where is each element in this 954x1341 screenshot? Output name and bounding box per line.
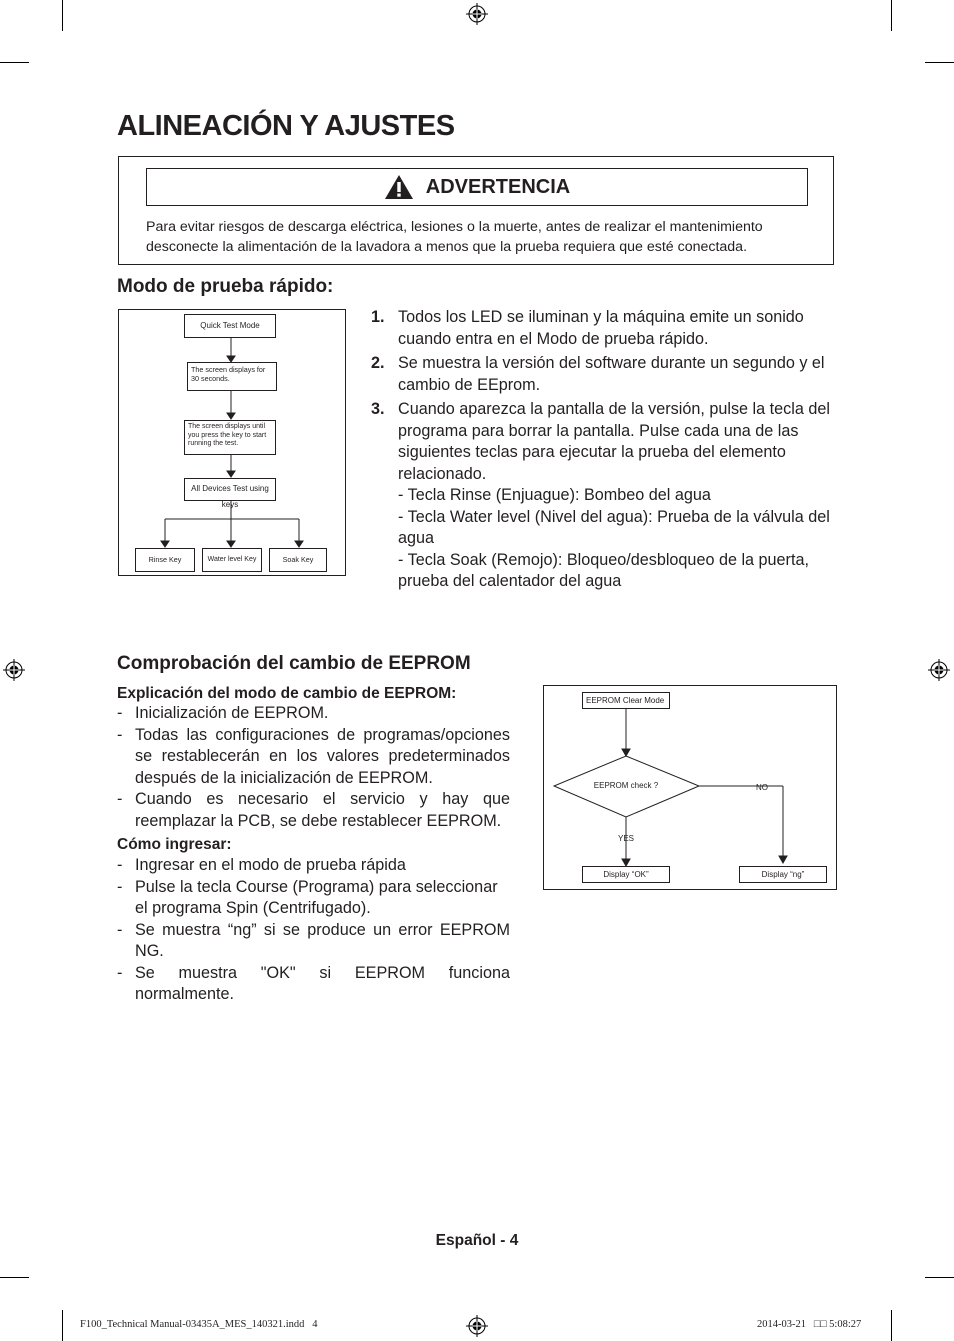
crop-mark xyxy=(62,0,63,31)
flow-decision-eeprom-check: EEPROM check ? xyxy=(593,781,659,790)
step-text: Cuando aparezca la pantalla de la versión, pulse la tecla del programa para borrar la pantalla. Pulse cada una de las siguientes teclas para ejecutar la prueba del elemento relacionado. xyxy=(398,400,830,483)
section-heading-eeprom: Comprobación del cambio de EEPROM xyxy=(117,653,471,674)
flow-box-quick-test-mode: Quick Test Mode xyxy=(184,314,276,338)
flow-box-screen-30s: The screen displays for 30 seconds. xyxy=(187,362,277,391)
crop-mark xyxy=(0,62,29,63)
warning-icon xyxy=(384,174,414,200)
file-slug: F100_Technical Manual-03435A_MES_140321.indd 4 xyxy=(80,1319,318,1330)
flow-box-all-devices-test: All Devices Test using keys xyxy=(184,478,276,501)
registration-mark-icon xyxy=(466,3,488,25)
list-item: - Se muestra "OK" si EEPROM funciona normalmente. xyxy=(117,963,510,1003)
flow-box-display-ng: Display “ng” xyxy=(739,866,827,883)
list-item-text: Inicialización de EEPROM. xyxy=(135,704,329,722)
flow-box-screen-until-key: The screen displays until you press the key to start running the test. xyxy=(184,420,276,455)
page-title: ALINEACIÓN Y AJUSTES xyxy=(117,110,455,142)
registration-mark-icon xyxy=(928,659,950,681)
step-sub-rinse: - Tecla Rinse (Enjuague): Bombeo del agua xyxy=(398,486,711,504)
page-number: Español - 4 xyxy=(435,1232,519,1249)
list-item: - Pulse la tecla Course (Programa) para seleccionar el programa Spin (Centrifugado). xyxy=(117,877,498,917)
warning-text: Para evitar riesgos de descarga eléctrica, lesiones o la muerte, antes de realizar el mantenimiento desconecte la alimentación de la lavadora a menos que la prueba requiera que esté conectada. xyxy=(146,219,763,255)
flow-box-display-ok: Display “OK” xyxy=(582,866,670,883)
flow-box-eeprom-clear-mode: EEPROM Clear Mode xyxy=(582,692,670,709)
crop-mark xyxy=(891,0,892,31)
section-heading-quick-test: Modo de prueba rápido: xyxy=(117,276,334,297)
list-item-text: Todas las configuraciones de programas/opciones se restablecerán en los valores predeterminados después de la inicialización de EEPROM. xyxy=(135,725,510,787)
step-sub-soak: - Tecla Soak (Remojo): Bloqueo/desbloqueo de la puerta, prueba del calentador del agua xyxy=(398,550,809,590)
step-number: 1. xyxy=(371,308,385,326)
list-item-text: Se muestra “ng” si se produce un error EEPROM NG. xyxy=(135,920,510,960)
eeprom-text xyxy=(117,684,510,1006)
flow-box-soak-key: Soak Key xyxy=(269,548,327,572)
flow-box-water-level-key: Water level Key xyxy=(202,548,262,572)
quick-test-flowchart xyxy=(118,309,346,576)
crop-mark xyxy=(925,1277,954,1278)
step-number: 2. xyxy=(371,354,385,372)
warning-heading: ADVERTENCIA xyxy=(425,175,571,198)
eeprom-explanation-title: Explicación del modo de cambio de EEPROM: xyxy=(117,685,457,702)
quick-test-steps xyxy=(371,307,833,596)
date-slug: 2014-03-21 □□ 5:08:27 xyxy=(757,1319,862,1330)
crop-mark xyxy=(891,1310,892,1341)
warning-header xyxy=(146,168,808,206)
list-item-text: Ingresar en el modo de prueba rápida xyxy=(135,856,406,874)
crop-mark xyxy=(0,1277,29,1278)
list-item-text: Se muestra "OK" si EEPROM funciona normalmente. xyxy=(135,963,510,1003)
warning-box xyxy=(118,156,834,265)
step-sub-water-level: - Tecla Water level (Nivel del agua): Prueba de la válvula del agua xyxy=(398,507,830,547)
list-item: - Inicialización de EEPROM. xyxy=(117,704,329,722)
list-item: - Todas las configuraciones de programas/opciones se restablecerán en los valores predeterminados después de la inicialización de EEPROM. xyxy=(117,725,510,787)
list-item-text: Cuando es necesario el servicio y hay que reemplazar la PCB, se debe restablecer EEPROM. xyxy=(135,790,510,830)
registration-mark-icon xyxy=(3,659,25,681)
eeprom-enter-title: Cómo ingresar: xyxy=(117,836,232,853)
registration-mark-icon xyxy=(466,1315,488,1337)
flow-box-rinse-key: Rinse Key xyxy=(135,548,195,572)
eeprom-flowchart xyxy=(543,685,837,890)
flow-label-no: NO xyxy=(756,783,768,792)
step-2 xyxy=(371,353,833,396)
step-1 xyxy=(371,307,833,350)
list-item: - Se muestra “ng” si se produce un error EEPROM NG. xyxy=(117,920,510,960)
list-item-text: Pulse la tecla Course (Programa) para seleccionar el programa Spin (Centrifugado). xyxy=(135,877,498,917)
step-text: Se muestra la versión del software durante un segundo y el cambio de EEprom. xyxy=(398,354,825,394)
crop-mark xyxy=(62,1310,63,1341)
list-item: - Ingresar en el modo de prueba rápida xyxy=(117,856,406,874)
step-3 xyxy=(371,399,833,593)
step-number: 3. xyxy=(371,400,385,418)
crop-mark xyxy=(925,62,954,63)
flow-label-yes: YES xyxy=(618,834,635,843)
step-text: Todos los LED se iluminan y la máquina emite un sonido cuando entra en el Modo de prueba rápido. xyxy=(398,308,804,348)
list-item: - Cuando es necesario el servicio y hay que reemplazar la PCB, se debe restablecer EEPROM. xyxy=(117,790,510,830)
